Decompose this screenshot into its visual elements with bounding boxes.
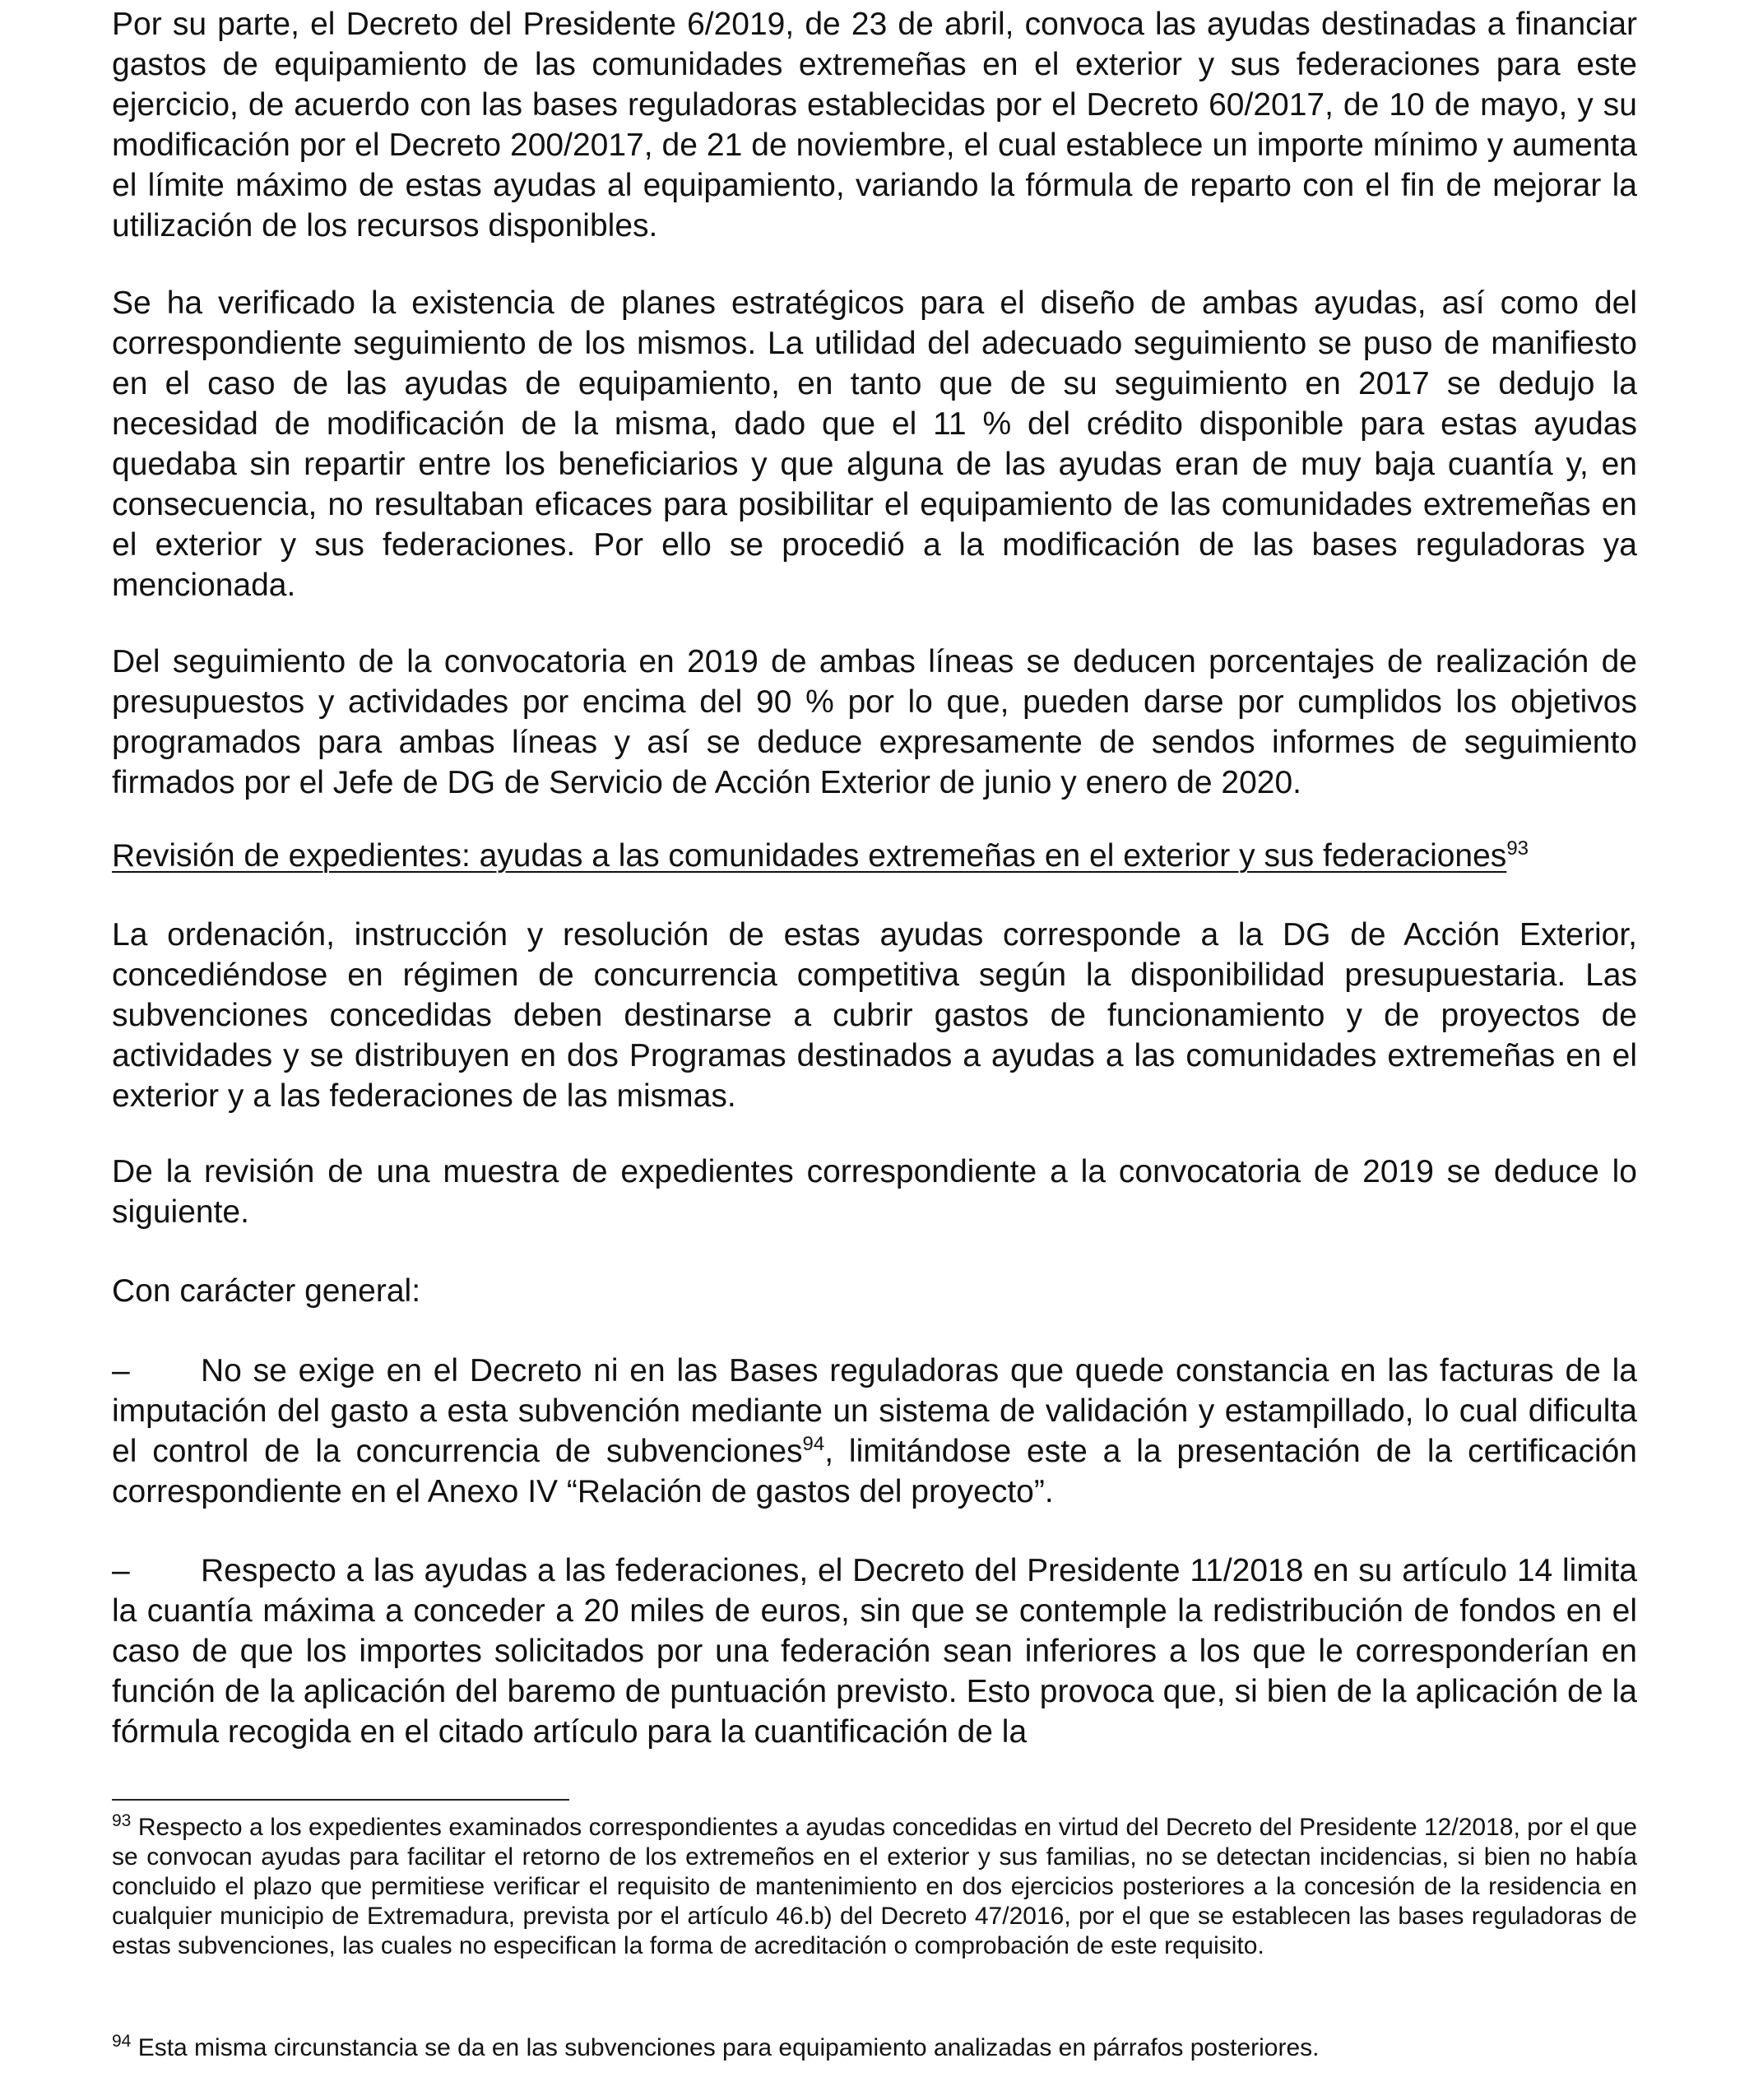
footnote-ref-93[interactable]: 93 (1506, 837, 1529, 860)
paragraph-ordenacion: La ordenación, instrucción y resolución de estas ayudas corresponde a la DG de Acción Exterior, concediéndose en régimen de concurrencia competitiva según la disponibilidad presupuestaria. Las subvenciones concedidas deben destinarse a cubrir gastos de funcionamiento y de proyectos de actividades y se distribuyen en dos Programas destinados a ayudas a las comunidades extremeñas en el exterior y a las federaciones de las mismas. (112, 917, 1637, 1114)
paragraph-caracter-general: Con carácter general: (112, 1273, 421, 1309)
paragraph-planes-estrategicos: Se ha verificado la existencia de planes estratégicos para el diseño de ambas ayudas, así como del correspondiente seguimiento de los mismos. La utilidad del adecuado seguimiento se puso de manifiesto en el caso de las ayudas de equipamiento, en tanto que de su seguimiento en 2017 se dedujo la necesidad de modificación de la misma, dado que el 11 % del crédito disponible para estas ayudas quedaba sin repartir entre los beneficiarios y que alguna de las ayudas eran de muy baja cuantía y, en consecuencia, no resultaban eficaces para posibilitar el equipamiento de las comunidades extremeñas en el exterior y sus federaciones. Por ello se procedió a la modificación de las bases reguladoras ya mencionada. (112, 285, 1637, 603)
bullet-text-part2: , limitándose este a la presentación de la certificación correspondiente en el Anexo IV “Relación de gastos del proyecto”. (112, 1434, 1637, 1509)
footnote-94 (112, 2033, 1637, 2063)
bullet-item-federaciones (112, 1551, 1637, 1752)
bullet-text-part1: No se exige en el Decreto ni en las Bases reguladoras que quede constancia en las facturas de la imputación del gasto a esta subvención mediante un sistema de validación y estampillado, lo cual dificulta el control de la concurrencia de subvenciones (112, 1353, 1637, 1469)
bullet-dash-icon: – (112, 1353, 130, 1388)
paragraph-seguimiento-convocatoria: Del seguimiento de la convocatoria en 2019 de ambas líneas se deducen porcentajes de realización de presupuestos y actividades por encima del 90 % por lo que, pueden darse por cumplidos los objetivos programados para ambas líneas y así se deduce expresamente de sendos informes de seguimiento firmados por el Jefe de DG de Servicio de Acción Exterior de junio y enero de 2020. (112, 644, 1637, 800)
bullet-item-validacion (112, 1351, 1637, 1512)
bullet-dash-icon: – (112, 1553, 130, 1588)
footnote-number: 93 (112, 1811, 132, 1830)
footnote-ref-94[interactable]: 94 (802, 1433, 825, 1455)
footnote-separator (112, 1799, 569, 1801)
section-heading (112, 836, 1637, 876)
footnote-number: 94 (112, 2032, 132, 2051)
footnote-93 (112, 1813, 1637, 1961)
bullet-text: Respecto a las ayudas a las federaciones, el Decreto del Presidente 11/2018 en su artículo 14 limita la cuantía máxima a conceder a 20 miles de euros, sin que se contemple la redistribución de fondos en el caso de que los importes solicitados por una federación sean inferiores a los que le corresponderían en función de la aplicación del baremo de puntuación previsto. Esto provoca que, si bien de la aplicación de la fórmula recogida en el citado artículo para la cuantificación de la (112, 1553, 1637, 1750)
paragraph-revision-muestra: De la revisión de una muestra de expedientes correspondiente a la convocatoria de 2019 se deduce lo siguiente. (112, 1154, 1637, 1230)
section-heading-text: Revisión de expedientes: ayudas a las comunidades extremeñas en el exterior y sus federaciones (112, 838, 1507, 874)
paragraph-decreto-equipamiento: Por su parte, el Decreto del Presidente 6/2019, de 23 de abril, convoca las ayudas destinadas a financiar gastos de equipamiento de las comunidades extremeñas en el exterior y sus federaciones para este ejercicio, de acuerdo con las bases reguladoras establecidas por el Decreto 60/2017, de 10 de mayo, y su modificación por el Decreto 200/2017, de 21 de noviembre, el cual establece un importe mínimo y aumenta el límite máximo de estas ayudas al equipamiento, variando la fórmula de reparto con el fin de mejorar la utilización de los recursos disponibles. (112, 7, 1637, 243)
footnote-text: Esta misma circunstancia se da en las subvenciones para equipamiento analizadas en párrafos posteriores. (131, 2034, 1320, 2061)
footnote-text: Respecto a los expedientes examinados correspondientes a ayudas concedidas en virtud del Decreto del Presidente 12/2018, por el que se convocan ayudas para facilitar el retorno de los extremeños en el exterior y sus familias, no se detectan incidencias, si bien no había concluido el plazo que permitiese verificar el requisito de mantenimiento en dos ejercicios posteriores a la concesión de la residencia en cualquier municipio de Extremadura, prevista por el artículo 46.b) del Decreto 47/2016, por el que se establecen las bases reguladoras de estas subvenciones, las cuales no especifican la forma de acreditación o comprobación de este requisito. (112, 1814, 1637, 1959)
